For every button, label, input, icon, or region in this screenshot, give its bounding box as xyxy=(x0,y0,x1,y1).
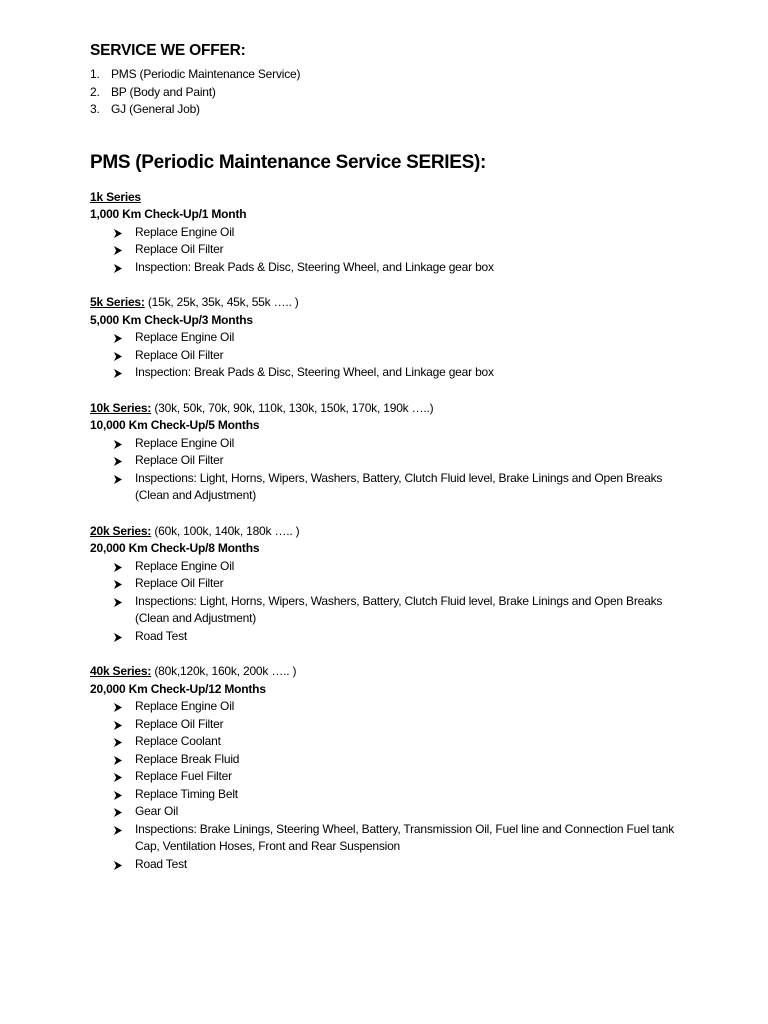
list-item-text: Replace Engine Oil xyxy=(135,330,235,344)
series-name: 20k Series: xyxy=(90,523,152,538)
arrow-bullet-icon xyxy=(113,438,123,449)
pms-heading: PMS (Periodic Maintenance Service SERIES): xyxy=(90,151,487,173)
list-item-text: Replace Oil Filter xyxy=(135,716,224,731)
services-heading: SERVICE WE OFFER: xyxy=(90,42,246,59)
series-name: 10k Series: xyxy=(90,400,152,415)
list-item-text: Replace Engine Oil xyxy=(135,435,235,450)
list-item-text: Replace Oil Filter xyxy=(135,242,224,256)
series-name: 5k Series: xyxy=(90,295,145,309)
arrow-bullet-icon xyxy=(113,227,123,238)
list-item-text: Inspections: Brake Linings, Steering Wheel, Battery, Transmission Oil, Fuel line and Connection Fuel tank Cap, Ventilation Hoses, Front and Rear Suspension xyxy=(135,821,675,853)
list-item-text: Road Test xyxy=(135,628,188,643)
arrow-bullet-icon xyxy=(113,631,123,642)
series-checkup: 20,000 Km Check-Up/12 Months xyxy=(90,681,266,696)
series-checkup: 1,000 Km Check-Up/1 Month xyxy=(90,207,247,221)
series-title xyxy=(90,294,730,312)
list-item-text: Replace Coolant xyxy=(135,734,221,748)
series-detail: (80k,120k, 160k, 200k ….. ) xyxy=(151,664,297,678)
series-detail: (30k, 50k, 70k, 90k, 110k, 130k, 150k, 170k, 190k …..) xyxy=(151,400,434,415)
arrow-bullet-icon xyxy=(113,561,123,572)
series-item-list xyxy=(90,698,730,873)
series-title xyxy=(90,189,730,207)
arrow-bullet-icon xyxy=(113,350,123,361)
list-item-text: Replace Fuel Filter xyxy=(135,769,232,783)
series-section xyxy=(90,400,730,505)
list-item xyxy=(90,575,675,593)
arrow-bullet-icon xyxy=(113,473,123,484)
series-item-list xyxy=(90,558,730,646)
series-checkup: 20,000 Km Check-Up/8 Months xyxy=(90,541,260,555)
list-item xyxy=(90,558,675,576)
list-item-text: Gear Oil xyxy=(135,804,179,818)
list-number: 1. xyxy=(90,67,100,81)
series-section xyxy=(90,523,730,646)
list-item xyxy=(90,470,675,505)
series-section xyxy=(90,663,730,873)
list-item xyxy=(90,803,675,821)
series-name: 40k Series: xyxy=(90,664,152,678)
arrow-bullet-icon xyxy=(113,859,123,870)
list-item-text: Replace Oil Filter xyxy=(135,453,224,467)
arrow-bullet-icon xyxy=(113,824,123,835)
series-title xyxy=(90,663,730,681)
arrow-bullet-icon xyxy=(113,262,123,273)
list-item-text: Replace Break Fluid xyxy=(135,751,240,766)
list-item-text: Inspections: Light, Horns, Wipers, Washers, Battery, Clutch Fluid level, Brake Linings and Open Breaks (Clean and Adjustment) xyxy=(135,593,663,625)
list-item xyxy=(90,733,675,751)
arrow-bullet-icon xyxy=(113,789,123,800)
arrow-bullet-icon xyxy=(113,736,123,747)
arrow-bullet-icon xyxy=(113,332,123,343)
list-item xyxy=(90,224,675,242)
series-detail: (15k, 25k, 35k, 45k, 55k ….. ) xyxy=(144,295,299,309)
services-list-item xyxy=(90,66,730,84)
list-item-text: GJ (General Job) xyxy=(111,102,200,116)
list-item-text: Replace Engine Oil xyxy=(135,558,235,573)
arrow-bullet-icon xyxy=(113,578,123,589)
series-item-list xyxy=(90,224,730,277)
series-item-list xyxy=(90,329,730,382)
list-item xyxy=(90,241,675,259)
list-item xyxy=(90,435,675,453)
services-list-item xyxy=(90,84,730,102)
arrow-bullet-icon xyxy=(113,367,123,378)
series-section xyxy=(90,189,730,277)
arrow-bullet-icon xyxy=(113,701,123,712)
series-section xyxy=(90,294,730,382)
arrow-bullet-icon xyxy=(113,596,123,607)
arrow-bullet-icon xyxy=(113,455,123,466)
series-item-list xyxy=(90,435,730,505)
list-item xyxy=(90,259,675,277)
list-item-text: Inspection: Break Pads & Disc, Steering Wheel, and Linkage gear box xyxy=(135,365,494,379)
arrow-bullet-icon xyxy=(113,754,123,765)
list-item xyxy=(90,698,675,716)
arrow-bullet-icon xyxy=(113,719,123,730)
series-checkup: 10,000 Km Check-Up/5 Months xyxy=(90,418,260,432)
series-title xyxy=(90,523,730,541)
list-item xyxy=(90,751,675,769)
list-item-text: Road Test xyxy=(135,856,188,871)
list-item xyxy=(90,786,675,804)
list-item xyxy=(90,856,675,874)
list-item-text: Inspections: Light, Horns, Wipers, Washers, Battery, Clutch Fluid level, Brake Linings and Open Breaks (Clean and Adjustment) xyxy=(135,470,663,502)
list-item xyxy=(90,593,675,628)
series-container xyxy=(90,189,730,874)
series-title xyxy=(90,400,730,418)
services-list xyxy=(90,66,730,119)
list-item-text: Replace Oil Filter xyxy=(135,347,224,362)
list-item xyxy=(90,768,675,786)
list-item xyxy=(90,329,675,347)
list-item-text: Replace Engine Oil xyxy=(135,224,235,239)
list-item-text: Replace Engine Oil xyxy=(135,699,235,713)
series-name: 1k Series xyxy=(90,189,141,204)
series-detail: (60k, 100k, 140k, 180k ….. ) xyxy=(151,523,300,538)
list-item-text: PMS (Periodic Maintenance Service) xyxy=(111,67,301,81)
series-checkup: 5,000 Km Check-Up/3 Months xyxy=(90,312,253,327)
list-number: 3. xyxy=(90,102,100,116)
list-item-text: Inspection: Break Pads & Disc, Steering Wheel, and Linkage gear box xyxy=(135,259,494,274)
list-item xyxy=(90,628,675,646)
services-list-item xyxy=(90,101,730,119)
list-item xyxy=(90,821,675,856)
list-item-text: Replace Timing Belt xyxy=(135,786,238,801)
list-item xyxy=(90,347,675,365)
list-item-text: Replace Oil Filter xyxy=(135,576,224,590)
arrow-bullet-icon xyxy=(113,806,123,817)
list-item xyxy=(90,452,675,470)
list-item xyxy=(90,716,675,734)
document-page xyxy=(90,42,730,891)
arrow-bullet-icon xyxy=(113,244,123,255)
list-number: 2. xyxy=(90,84,100,99)
list-item-text: BP (Body and Paint) xyxy=(111,84,216,99)
arrow-bullet-icon xyxy=(113,771,123,782)
list-item xyxy=(90,364,675,382)
